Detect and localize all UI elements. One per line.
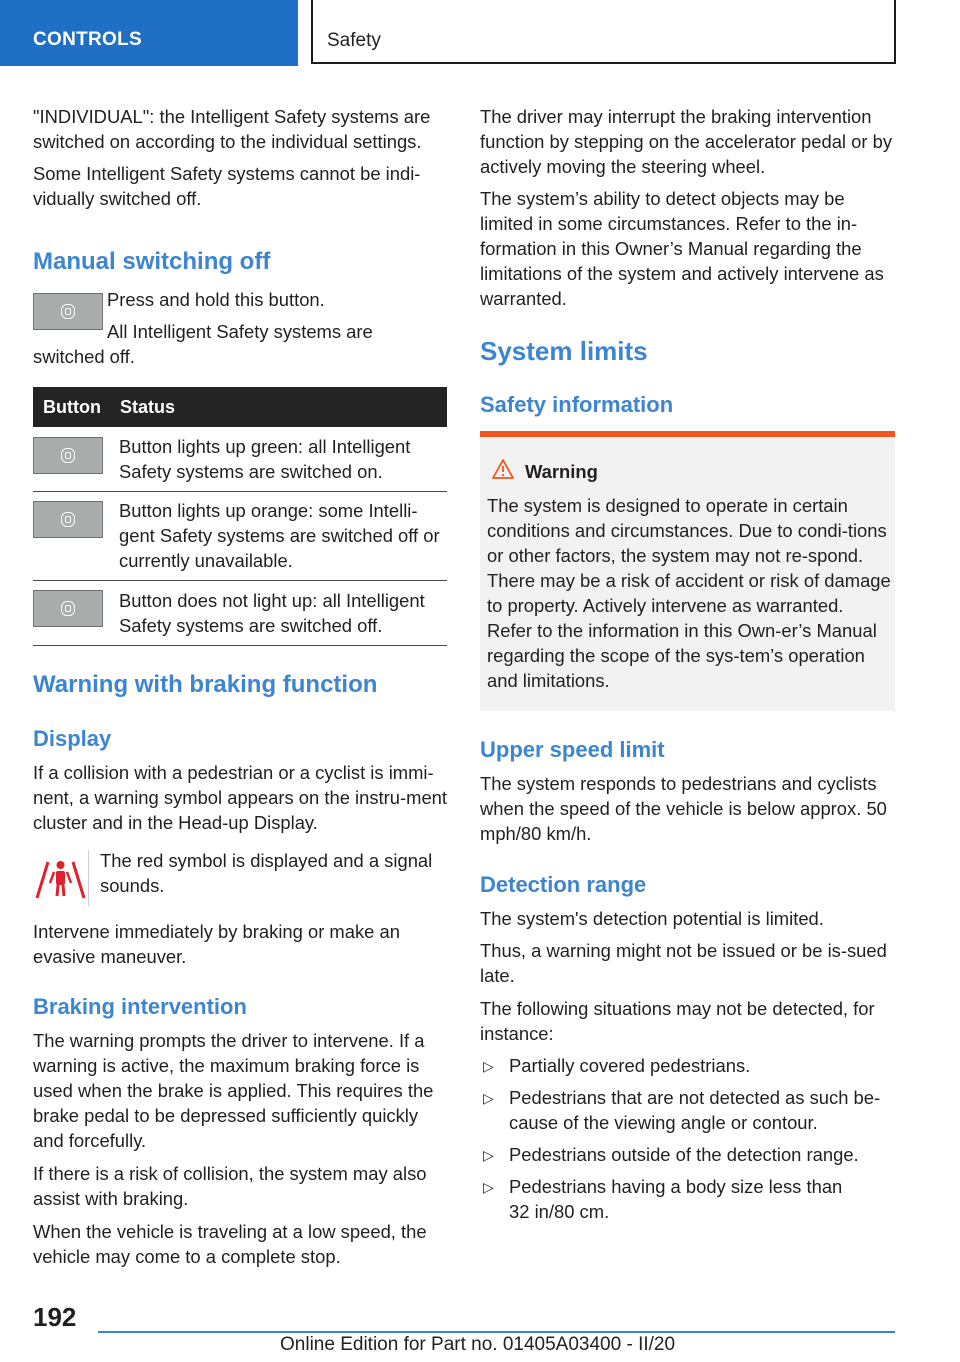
heading-display: Display bbox=[33, 726, 112, 751]
braking-text-1: The warning prompts the driver to intervene. If a warning is active, the maximum braking force is used when the brake is applied. This requires the brake pedal to be depressed sufficiently quickly and forcefully. bbox=[33, 1030, 434, 1151]
table-row: Button lights up green: all Intelligent Safety systems are switched on. bbox=[119, 436, 411, 482]
display-text-1: If a collision with a pedestrian or a cyclist is immi-nent, a warning symbol appears on the instru-ment cluster and in the Head-up Display. bbox=[33, 762, 448, 833]
manual-text-1: Press and hold this button. bbox=[107, 289, 325, 310]
footer-edition: Online Edition for Part no. 01405A03400 - II/20 bbox=[280, 1334, 676, 1355]
bullet-triangle-icon: ▷ bbox=[483, 1090, 494, 1106]
speed-text: The system responds to pedestrians and cyclists when the speed of the vehicle is below approx. 50 mph/80 km/h. bbox=[480, 773, 887, 844]
col-header-status: Status bbox=[120, 397, 176, 417]
bullet-triangle-icon: ▷ bbox=[483, 1147, 494, 1163]
braking-text-3: When the vehicle is traveling at a low speed, the vehicle may come to a complete stop. bbox=[33, 1221, 427, 1267]
warning-text: The system is designed to operate in certain conditions and circumstances. Due to condi-tions or other factors, the system may not re-spond. There may be a risk of accident or risk of damage to property. Actively intervene as warranted. Refer to the information in this Own-er’s Manual regarding the scope of the sys-tem’s operation and limitations. bbox=[487, 495, 891, 691]
safety-button-icon bbox=[33, 501, 103, 538]
warning-box bbox=[480, 431, 895, 711]
range-text-2: Thus, a warning might not be issued or be is-sued late. bbox=[480, 940, 887, 986]
paragraph-individual: "INDIVIDUAL": the Intelligent Safety systems are switched on according to the individual settings. bbox=[33, 106, 431, 152]
section-tab bbox=[0, 0, 298, 66]
display-text-3: Intervene immediately by braking or make an evasive maneuver. bbox=[33, 921, 400, 967]
page-number: 192 bbox=[33, 1302, 77, 1332]
range-text-1: The system's detection potential is limited. bbox=[480, 908, 824, 929]
range-text-3: The following situations may not be detected, for instance: bbox=[480, 998, 875, 1044]
safety-button-icon bbox=[33, 437, 103, 474]
row-divider bbox=[33, 580, 447, 581]
heading-warning-braking: Warning with braking function bbox=[33, 671, 378, 698]
heading-system-limits: System limits bbox=[480, 336, 648, 366]
section-label: CONTROLS bbox=[33, 29, 143, 50]
page-title-box bbox=[311, 0, 896, 64]
heading-braking-intervention: Braking intervention bbox=[33, 994, 247, 1019]
footer-rule bbox=[98, 1331, 895, 1333]
warning-title: Warning bbox=[525, 461, 598, 482]
heading-upper-speed: Upper speed limit bbox=[480, 737, 665, 762]
right-text-2: The system’s ability to detect objects may be limited in some circumstances. Refer to the in-formation in this Owner’s Manual regarding the limitations of the system and actively intervene as warranted. bbox=[480, 188, 884, 309]
pedestrian-warning-icon bbox=[33, 850, 89, 906]
table-row: Button does not light up: all Intelligent Safety systems are switched off. bbox=[119, 590, 425, 636]
right-text-1: The driver may interrupt the braking intervention function by stepping on the accelerator pedal or by actively moving the steering wheel. bbox=[480, 106, 893, 177]
warning-triangle-icon bbox=[492, 459, 514, 484]
manual-text-2: All Intelligent Safety systems are switched off. bbox=[33, 321, 373, 367]
paragraph-indiv-off: Some Intelligent Safety systems cannot be indi-vidually switched off. bbox=[33, 163, 421, 209]
col-header-button: Button bbox=[43, 397, 101, 417]
list-item: Pedestrians having a body size less than 32 in/80 cm. bbox=[509, 1176, 843, 1222]
safety-button-icon bbox=[33, 590, 103, 627]
heading-detection-range: Detection range bbox=[480, 872, 647, 897]
table-row: Button lights up orange: some Intelli-gent Safety systems are switched off or currently unavailable. bbox=[119, 500, 440, 571]
bullet-triangle-icon: ▷ bbox=[483, 1058, 494, 1074]
row-divider bbox=[33, 491, 447, 492]
page-title: Safety bbox=[327, 30, 381, 51]
list-item: Pedestrians outside of the detection range. bbox=[509, 1144, 859, 1165]
table-header bbox=[33, 387, 447, 427]
row-divider bbox=[33, 645, 447, 646]
heading-safety-information: Safety information bbox=[480, 392, 674, 417]
braking-text-2: If there is a risk of collision, the system may also assist with braking. bbox=[33, 1163, 427, 1209]
bullet-triangle-icon: ▷ bbox=[483, 1179, 494, 1195]
list-item: Pedestrians that are not detected as such be-cause of the viewing angle or contour. bbox=[509, 1087, 881, 1133]
list-item: Partially covered pedestrians. bbox=[509, 1055, 751, 1076]
display-text-2: The red symbol is displayed and a signal sounds. bbox=[100, 850, 433, 896]
heading-manual-off: Manual switching off bbox=[33, 248, 271, 275]
